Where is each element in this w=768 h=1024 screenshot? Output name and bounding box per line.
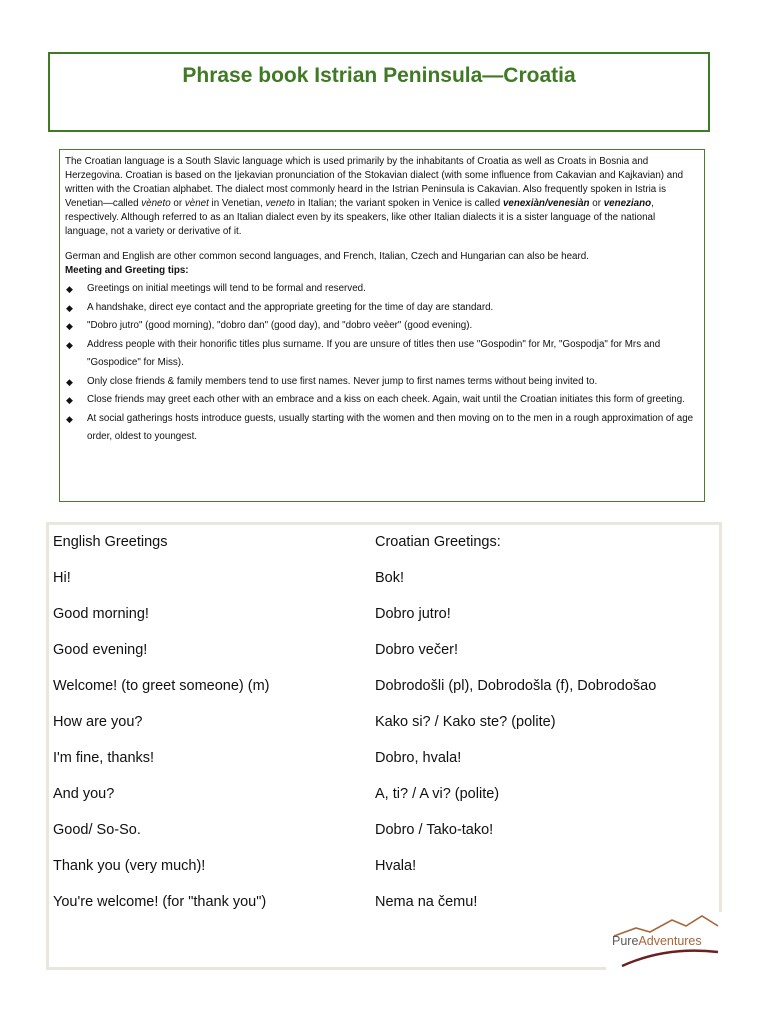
- info-box: [59, 149, 705, 502]
- table-row: [53, 781, 713, 808]
- diamond-bullet-icon: ◆: [66, 395, 73, 405]
- page-title: Phrase book Istrian Peninsula—Croatia: [182, 64, 576, 87]
- phrase-table: [53, 529, 713, 925]
- list-item: ◆ At social gatherings hosts introduce guests, usually starting with the women and then moving on to the men in a rough approximation of age order, oldest to youngest.: [65, 410, 699, 447]
- table-header-row: [53, 529, 713, 556]
- table-row: [53, 817, 713, 844]
- title-box: [48, 52, 710, 132]
- logo-text: PureAdventures: [612, 934, 702, 948]
- diamond-bullet-icon: ◆: [66, 413, 73, 424]
- croatian-phrase: Dobrodošli (pl), Dobrodošla (f), Dobrodošao: [375, 678, 657, 694]
- list-item: ◆ A handshake, direct eye contact and the appropriate greeting for the time of day are standard.: [65, 299, 699, 318]
- croatian-phrase: Kako si? / Kako ste? (polite): [375, 714, 556, 730]
- list-item: ◆ Address people with their honorific titles plus surname. If you are unsure of titles then use "Gospodin" for Mr, "Gospodja" for Mrs and "Gospodice" for Miss).: [65, 336, 699, 373]
- header-croatian: Croatian Greetings:: [375, 534, 501, 550]
- header-english: English Greetings: [53, 534, 168, 550]
- list-item: ◆ Greetings on initial meetings will tend to be formal and reserved.: [65, 280, 699, 299]
- english-phrase: And you?: [53, 786, 115, 802]
- tips-heading: Meeting and Greeting tips:: [65, 265, 189, 276]
- list-item: ◆ "Dobro jutro" (good morning), "dobro dan" (good day), and "dobro veèer" (good evening).: [65, 317, 699, 336]
- croatian-phrase: Hvala!: [375, 858, 417, 874]
- table-row: [53, 601, 713, 628]
- english-phrase: Thank you (very much)!: [53, 858, 206, 874]
- croatian-phrase: A, ti? / A vi? (polite): [375, 786, 500, 802]
- pure-adventures-logo: [606, 912, 724, 970]
- croatian-phrase: Dobro / Tako-tako!: [375, 822, 494, 838]
- table-row: [53, 565, 713, 592]
- table-row: [53, 709, 713, 736]
- list-item: ◆ Close friends may greet each other with an embrace and a kiss on each cheek. Again, wait until the Croatian initiates this form of greeting.: [65, 391, 699, 410]
- table-row: [53, 853, 713, 880]
- diamond-bullet-icon: ◆: [66, 321, 73, 331]
- english-phrase: Good morning!: [53, 606, 149, 622]
- croatian-phrase: Dobro, hvala!: [375, 750, 462, 766]
- intro-paragraph-1: The Croatian language is a South Slavic language which is used primarily by the inhabitants of Croatia as well as Croats in Bosnia and Herzegovina. Croatian is based on the Ijekavian pronunciation of the Stokavian dialect (with some influence from Cakavian and Kajkavian) and written with the Croatian alphabet. The dialect most commonly heard in the Istrian Peninsula is Cakavian. Also frequently spoken in Istria is Venetian—called vèneto or vènet in Venetian, veneto in Italian; the variant spoken in Venice is called venexiàn/venesiàn or veneziano, respectively. Although referred to as an Italian dialect even by its speakers, like other Italian dialects it is a sister language of the national language, not a variety or derivative of it.: [65, 156, 684, 237]
- english-phrase: Welcome! (to greet someone) (m): [53, 678, 270, 694]
- table-row: [53, 673, 713, 700]
- diamond-bullet-icon: ◆: [66, 284, 73, 294]
- diamond-bullet-icon: ◆: [66, 376, 73, 387]
- phrase-table-box: [46, 522, 722, 970]
- tips-list: [65, 280, 699, 447]
- diamond-bullet-icon: ◆: [66, 339, 73, 350]
- list-item: ◆ Only close friends & family members tend to use first names. Never jump to first names terms without being invited to.: [65, 373, 699, 392]
- croatian-phrase: Bok!: [375, 570, 405, 586]
- table-row: [53, 637, 713, 664]
- croatian-phrase: Dobro večer!: [375, 642, 459, 658]
- english-phrase: How are you?: [53, 714, 143, 730]
- diamond-bullet-icon: ◆: [66, 302, 73, 313]
- croatian-phrase: Dobro jutro!: [375, 606, 451, 622]
- english-phrase: I'm fine, thanks!: [53, 750, 155, 766]
- english-phrase: Good/ So-So.: [53, 822, 141, 838]
- english-phrase: Hi!: [53, 570, 71, 586]
- croatian-phrase: Nema na čemu!: [375, 894, 478, 910]
- english-phrase: Good evening!: [53, 642, 148, 658]
- table-row: [53, 745, 713, 772]
- intro-paragraph-2: German and English are other common second languages, and French, Italian, Czech and Hungarian can also be heard.: [65, 251, 589, 262]
- english-phrase: You're welcome! (for "thank you"): [53, 894, 267, 910]
